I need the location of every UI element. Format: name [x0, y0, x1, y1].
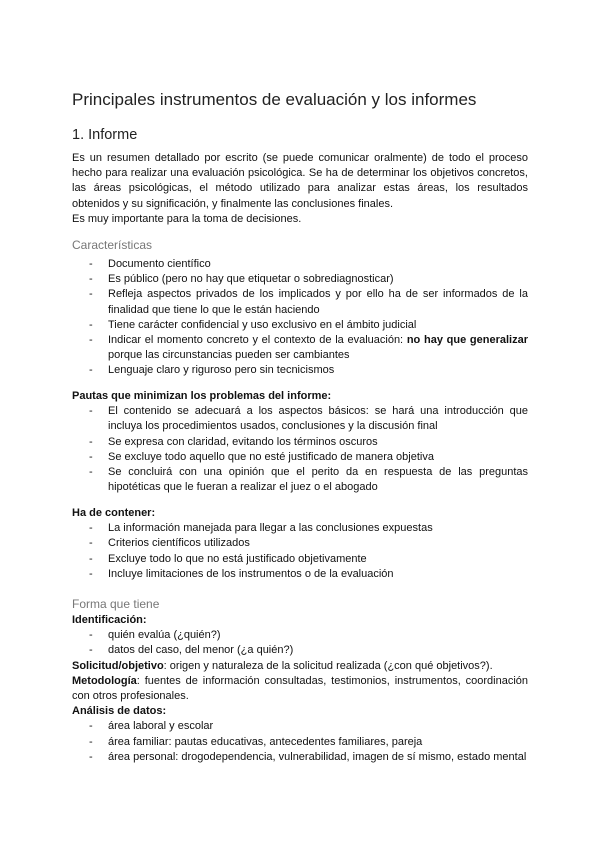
solicitud-line	[72, 659, 528, 674]
forma-block	[72, 613, 528, 765]
list-item: - Se concluirá con una opinión que el perito da en respuesta de las preguntas hipotéticas que le fueran a realizar el juez o el abogado	[72, 465, 528, 495]
pautas-list	[72, 404, 528, 495]
list-item: - Criterios científicos utilizados	[72, 536, 528, 551]
list-item: - La información manejada para llegar a las conclusiones expuestas	[72, 521, 528, 536]
subheading-caracteristicas: Características	[72, 238, 153, 252]
list-item: - área familiar: pautas educativas, antecedentes familiares, pareja	[72, 735, 528, 750]
pautas-block	[72, 389, 528, 495]
analisis-list	[72, 719, 528, 765]
document-title: Principales instrumentos de evaluación y los informes	[72, 90, 477, 109]
list-item: - Tiene carácter confidencial y uso exclusivo en el ámbito judicial	[72, 318, 528, 333]
section-heading-informe: 1. Informe	[72, 127, 138, 143]
pautas-label: Pautas que minimizan los problemas del informe:	[72, 390, 332, 402]
metodologia-text: : fuentes de información consultadas, testimonios, instrumentos, coordinación con otros profesionales.	[72, 674, 528, 703]
list-item: - Refleja aspectos privados de los implicados y por ello ha de ser informados de la finalidad que tiene lo que le están haciendo	[72, 287, 528, 317]
list-item: - El contenido se adecuará a los aspectos básicos: se hará una introducción que incluya los procedimientos usados, conclusiones y la discusión final	[72, 404, 528, 434]
list-item	[72, 333, 528, 363]
list-item: - Es público (pero no hay que etiquetar o sobrediagnosticar)	[72, 272, 528, 287]
caracteristicas-list-block	[72, 257, 528, 379]
identificacion-list	[72, 628, 528, 658]
list-item: - Se excluye todo aquello que no esté justificado de manera objetiva	[72, 450, 528, 465]
intro-block	[72, 151, 528, 227]
list-item: - área laboral y escolar	[72, 719, 528, 734]
list-item: - Excluye todo lo que no está justificado objetivamente	[72, 552, 528, 567]
intro-line: Es muy importante para la toma de decisiones.	[72, 212, 302, 225]
list-item: - quién evalúa (¿quién?)	[72, 628, 528, 643]
list-item: - datos del caso, del menor (¿a quién?)	[72, 643, 528, 658]
caracteristicas-list	[72, 257, 528, 379]
list-item: - Lenguaje claro y riguroso pero sin tecnicismos	[72, 363, 528, 378]
contener-block	[72, 506, 528, 582]
metodologia-line	[72, 674, 528, 704]
contener-label: Ha de contener:	[72, 507, 156, 519]
list-item: - Documento científico	[72, 257, 528, 272]
identificacion-label: Identificación:	[72, 614, 147, 626]
metodologia-label: Metodología	[72, 674, 137, 687]
solicitud-text: : origen y naturaleza de la solicitud realizada (¿con qué objetivos?).	[163, 659, 493, 672]
list-item: - área personal: drogodependencia, vulnerabilidad, imagen de sí mismo, estado mental	[72, 750, 528, 765]
analisis-label: Análisis de datos:	[72, 705, 167, 718]
subheading-forma: Forma que tiene	[72, 597, 160, 611]
contener-list	[72, 521, 528, 582]
list-item: - Se expresa con claridad, evitando los términos oscuros	[72, 435, 528, 450]
intro-paragraph: Es un resumen detallado por escrito (se puede comunicar oralmente) de todo el proceso hecho para realizar una evaluación psicológica. Se ha de determinar los objetivos concretos, las áreas psicológicas, el método utilizado para analizar estas áreas, los resultados obtenidos y su significación, y finalmente las conclusiones finales.	[72, 152, 528, 210]
list-item: - Incluye limitaciones de los instrumentos o de la evaluación	[72, 567, 528, 582]
item-text: porque las circunstancias pueden ser cambiantes	[108, 349, 350, 362]
solicitud-label: Solicitud/objetivo	[72, 659, 164, 672]
item-text: Indicar el momento concreto y el contexto de la evaluación:	[108, 334, 407, 347]
item-emphasis: no hay que generalizar	[406, 334, 528, 347]
